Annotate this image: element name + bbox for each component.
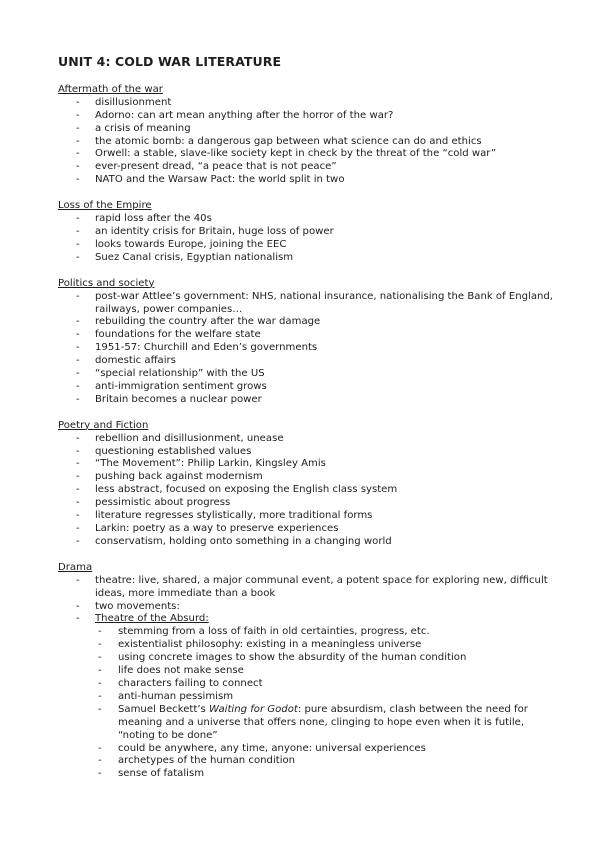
sub-list-item: - could be anywhere, any time, anyone: universal experiences: [58, 743, 560, 756]
list-item: - Suez Canal crisis, Egyptian nationalism: [58, 252, 560, 265]
list-item: - two movements:: [58, 601, 560, 614]
list-item: - looks towards Europe, joining the EEC: [58, 239, 560, 252]
bullet-list: [58, 291, 560, 407]
section-heading: Poetry and Fiction: [58, 419, 149, 431]
list-item: - a crisis of meaning: [58, 123, 560, 136]
sub-bullet-list: [58, 626, 560, 781]
list-item: - disillusionment: [58, 97, 560, 110]
sub-list-item-beckett: [58, 704, 560, 743]
bullet-list: [58, 213, 560, 265]
list-item: - Orwell: a stable, slave-like society kept in check by the threat of the “cold war”: [58, 148, 560, 161]
list-item: - pushing back against modernism: [58, 471, 560, 484]
bullet-list: [58, 433, 560, 549]
section-politics: [58, 278, 560, 407]
section-heading: Aftermath of the war: [58, 83, 163, 95]
list-item: - less abstract, focused on exposing the English class system: [58, 484, 560, 497]
list-item: - questioning established values: [58, 446, 560, 459]
list-item: - literature regresses stylistically, more traditional forms: [58, 510, 560, 523]
list-item: [58, 613, 560, 626]
sub-list-item: - stemming from a loss of faith in old certainties, progress, etc.: [58, 626, 560, 639]
list-item: - conservatism, holding onto something in a changing world: [58, 536, 560, 549]
list-item: - anti-immigration sentiment grows: [58, 381, 560, 394]
list-item: - NATO and the Warsaw Pact: the world split in two: [58, 174, 560, 187]
section-empire: [58, 200, 560, 265]
section-poetry: [58, 420, 560, 549]
list-item: - domestic affairs: [58, 355, 560, 368]
list-item: - foundations for the welfare state: [58, 329, 560, 342]
list-item: - rebellion and disillusionment, unease: [58, 433, 560, 446]
sub-list-item: - anti-human pessimism: [58, 691, 560, 704]
sub-list-item: - characters failing to connect: [58, 678, 560, 691]
beckett-title: Waiting for Godot: [209, 703, 298, 715]
list-item: - ever-present dread, “a peace that is not peace”: [58, 161, 560, 174]
list-item: - post-war Attlee’s government: NHS, national insurance, nationalising the Bank of England, railways, power companies…: [58, 291, 560, 317]
section-drama: [58, 562, 560, 781]
list-item: - an identity crisis for Britain, huge loss of power: [58, 226, 560, 239]
list-item: - rebuilding the country after the war damage: [58, 316, 560, 329]
section-aftermath: [58, 84, 560, 187]
list-item: - Britain becomes a nuclear power: [58, 394, 560, 407]
sub-list-item: - sense of fatalism: [58, 768, 560, 781]
subheading-theatre-absurd: Theatre of the Absurd:: [95, 613, 209, 625]
list-item: - theatre: live, shared, a major communal event, a potent space for exploring new, difficult ideas, more immediate than a book: [58, 575, 560, 601]
page-title: UNIT 4: COLD WAR LITERATURE: [58, 54, 282, 69]
bullet-list: [58, 97, 560, 187]
beckett-description: : pure absurdism, clash between the need for meaning and a universe that offers none, clinging to hope even when it is futile, “noting to be done”: [118, 703, 528, 741]
list-item: - “The Movement”: Philip Larkin, Kingsley Amis: [58, 458, 560, 471]
bullet-list: [58, 575, 560, 627]
section-heading: Politics and society: [58, 277, 155, 289]
sub-list-item: - existentialist philosophy: existing in a meaningless universe: [58, 639, 560, 652]
list-item: - Adorno: can art mean anything after the horror of the war?: [58, 110, 560, 123]
list-item: - rapid loss after the 40s: [58, 213, 560, 226]
list-item: - pessimistic about progress: [58, 497, 560, 510]
section-heading: Loss of the Empire: [58, 200, 152, 212]
sub-list-item: - life does not make sense: [58, 665, 560, 678]
list-item: - Larkin: poetry as a way to preserve experiences: [58, 523, 560, 536]
list-item: - 1951-57: Churchill and Eden’s governments: [58, 342, 560, 355]
sub-list-item: - archetypes of the human condition: [58, 755, 560, 768]
section-heading: Drama: [58, 561, 93, 573]
sub-list-item: - using concrete images to show the absurdity of the human condition: [58, 652, 560, 665]
beckett-intro: Samuel Beckett’s: [118, 703, 210, 715]
list-item: - “special relationship” with the US: [58, 368, 560, 381]
list-item: - the atomic bomb: a dangerous gap between what science can do and ethics: [58, 136, 560, 149]
